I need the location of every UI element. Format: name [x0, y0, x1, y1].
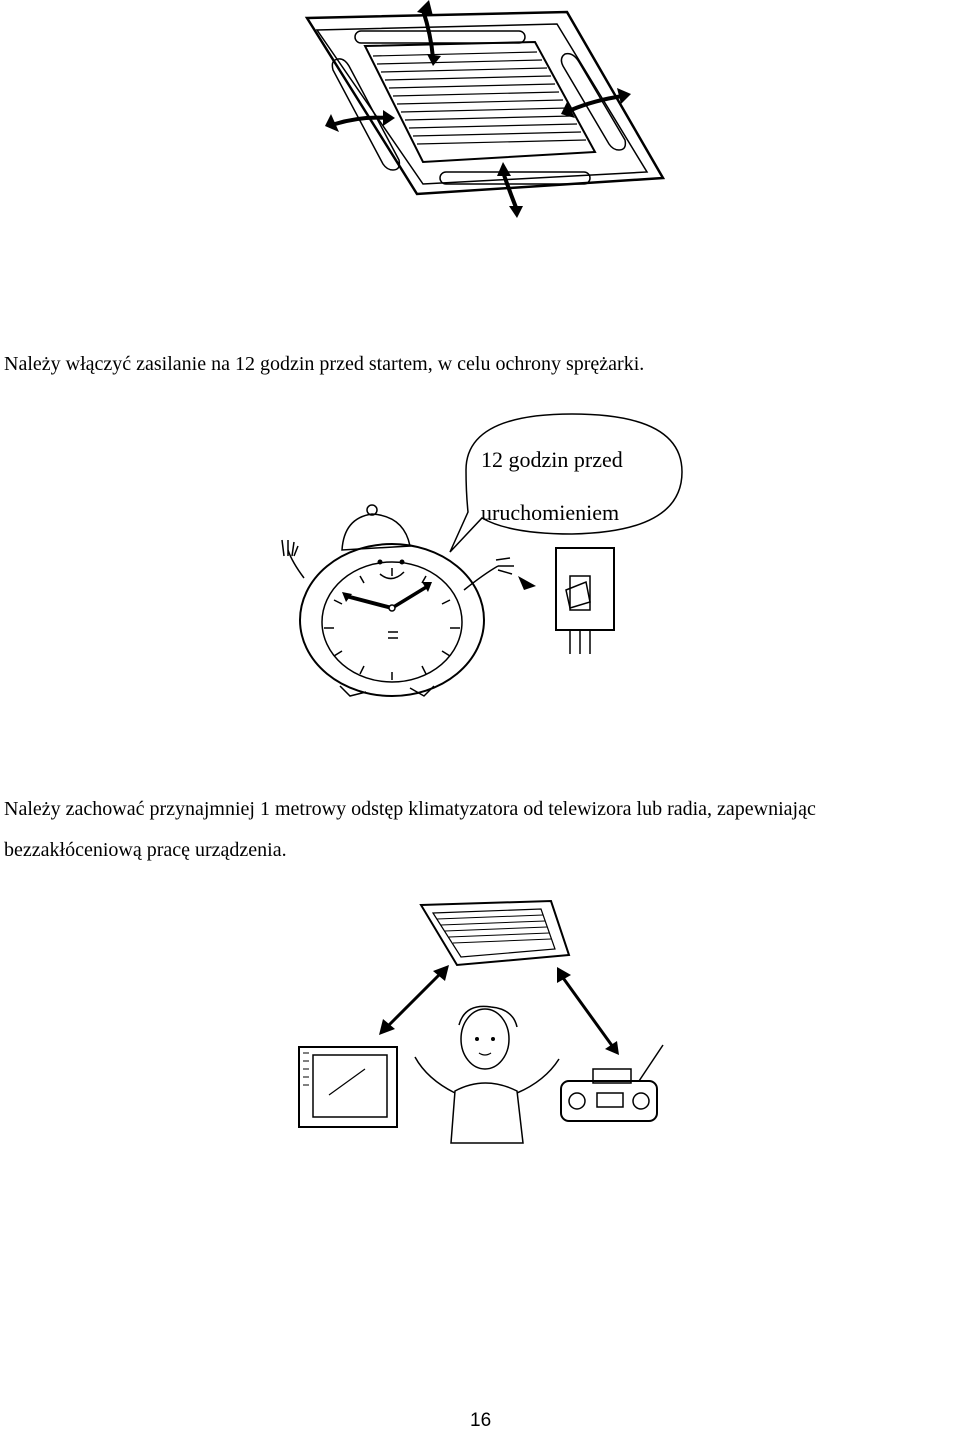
alarm-clock-illustration: [270, 410, 690, 700]
bubble-text-line2: uruchomieniem: [481, 500, 620, 525]
power-notice-text: Należy włączyć zasilanie na 12 godzin przed startem, w celu ochrony sprężarki.: [4, 353, 645, 375]
page-number: 16: [470, 1410, 492, 1431]
distance-notice-line1: Należy zachować przynajmniej 1 metrowy odstęp klimatyzatora od telewizora lub radia, zapewniając: [4, 798, 816, 820]
distance-notice-line2: bezzakłóceniową pracę urządzenia.: [4, 839, 287, 861]
cassette-ac-swing-illustration: [295, 0, 675, 220]
bubble-text-line1: 12 godzin przed: [481, 447, 623, 472]
ac-distance-illustration: [295, 895, 675, 1145]
